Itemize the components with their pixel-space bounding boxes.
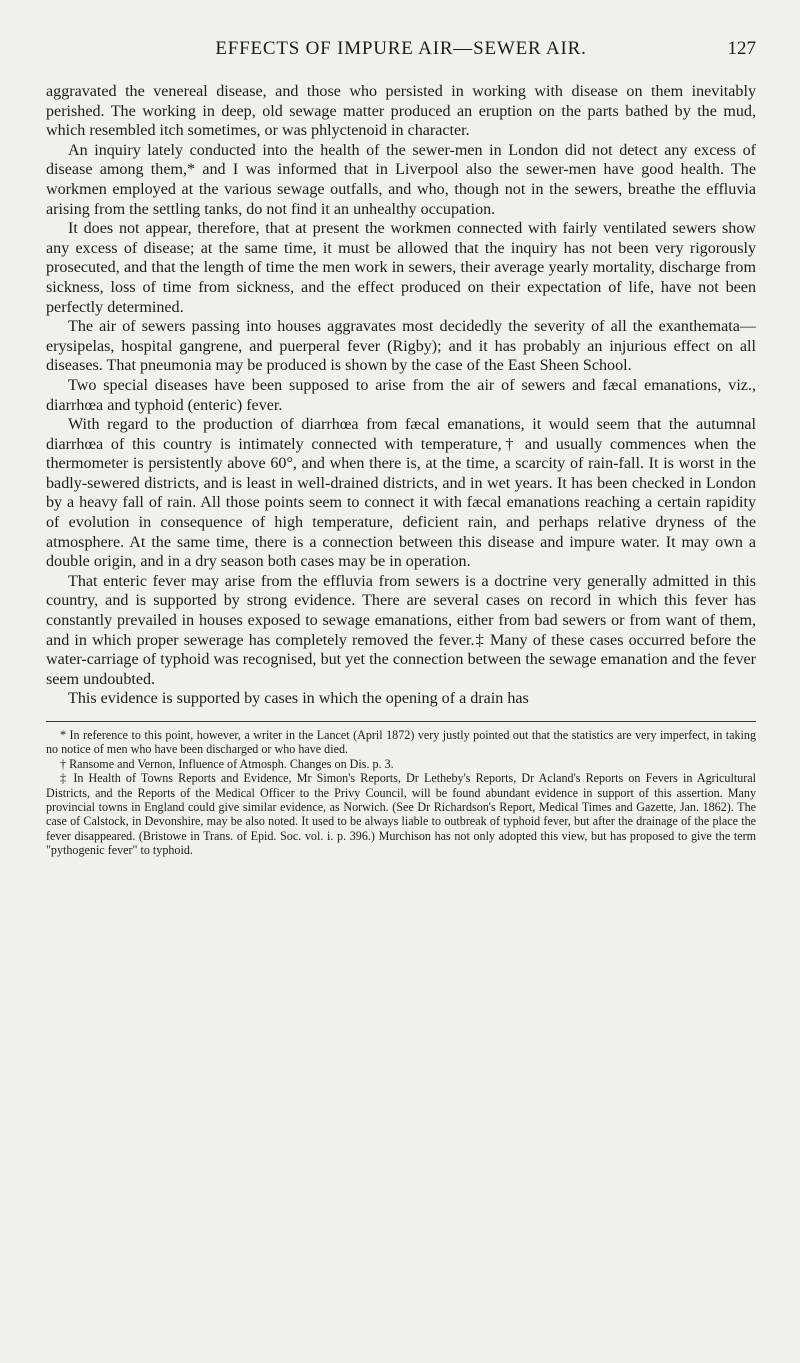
paragraph: With regard to the production of diarrhœa from fæcal emanations, it would seem that the autumnal diarrhœa of this country is intimately connected with temperature,† and usually commences when the thermometer is persistently above 60°, and when there is, at the time, a scarcity of rain-fall. It is worst in the badly-sewered districts, and is least in well-drained districts, and in wet years. It has been checked in London by a heavy fall of rain. All those points seem to connect it with fæcal emanations reaching a certain rapidity of evolution in consequence of high temperature, deficient rain, and perhaps relative dryness of the atmosphere. At the same time, there is a connection between this disease and impure water. It may own a double origin, and in a dry season both cases may be in operation.	[46, 416, 756, 571]
paragraph: aggravated the venereal disease, and those who persisted in working with disease on them inevitably perished. The working in deep, old sewage matter produced an eruption on the parts bathed by the mud, which resembled itch sometimes, or was phlyctenoid in character.	[46, 83, 756, 140]
running-title: EFFECTS OF IMPURE AIR—SEWER AIR.	[215, 38, 587, 59]
paragraph: That enteric fever may arise from the effluvia from sewers is a doctrine very generally admitted in this country, and is supported by strong evidence. There are several cases on record in which this fever has constantly prevailed in houses exposed to sewage emanations, either from bad sewers or from want of them, and in which proper sewerage has completely removed the fever.‡ Many of these cases occurred before the water-carriage of typhoid was recognised, but yet the connection between the sewage emanation and the fever seem undoubted.	[46, 572, 756, 688]
footnote: ‡ In Health of Towns Reports and Evidence, Mr Simon's Reports, Dr Letheby's Reports, Dr Acland's Reports on Fevers in Agricultural Districts, and the Reports of the Medical Officer to the Privy Council, will be found abundant evidence in support of this assertion. Many provincial towns in England could give similar evidence, as Norwich. (See Dr Richardson's Report, Medical Times and Gazette, Jan. 1862). The case of Calstock, in Devonshire, may be also noted. It used to be always liable to outbreak of typhoid fever, but after the drainage of the place the fever disappeared. (Bristowe in Trans. of Epid. Soc. vol. i. p. 396.) Murchison has not only adopted this view, but has proposed to give the term "pythogenic fever" to typhoid.	[46, 771, 756, 858]
footnote-divider	[46, 721, 756, 722]
page-number: 127	[727, 38, 756, 59]
footnote: † Ransome and Vernon, Influence of Atmosph. Changes on Dis. p. 3.	[60, 756, 394, 771]
paragraph: This evidence is supported by cases in which the opening of a drain has	[68, 690, 529, 708]
running-head	[46, 38, 756, 82]
body-text	[46, 82, 756, 709]
paragraph: The air of sewers passing into houses aggravates most decidedly the severity of all the exanthemata—erysipelas, hospital gangrene, and puerperal fever (Rigby); and it has probably an injurious effect on all diseases. That pneumonia may be produced is shown by the case of the East Sheen School.	[46, 318, 756, 375]
paragraph: An inquiry lately conducted into the health of the sewer-men in London did not detect any excess of disease among them,* and I was informed that in Liverpool also the sewer-men have good health. The workmen employed at the various sewage outfalls, and who, though not in the sewers, breathe the effluvia arising from the settling tanks, do not find it an unhealthy occupation.	[46, 141, 756, 218]
paragraph: Two special diseases have been supposed to arise from the air of sewers and fæcal emanations, viz., diarrhœa and typhoid (enteric) fever.	[46, 376, 756, 414]
footnotes	[46, 728, 756, 858]
paragraph: It does not appear, therefore, that at present the workmen connected with fairly ventilated sewers show any excess of disease; at the same time, it must be allowed that the inquiry has not been very rigorously prosecuted, and that the length of time the men work in sewers, their average yearly mortality, discharge from sickness, loss of time from sickness, and the effect produced on their expectation of life, have not been perfectly determined.	[46, 220, 756, 316]
footnote: * In reference to this point, however, a writer in the Lancet (April 1872) very justly pointed out that the statistics are very imperfect, in taking no notice of men who have been discharged or who have died.	[46, 728, 756, 757]
